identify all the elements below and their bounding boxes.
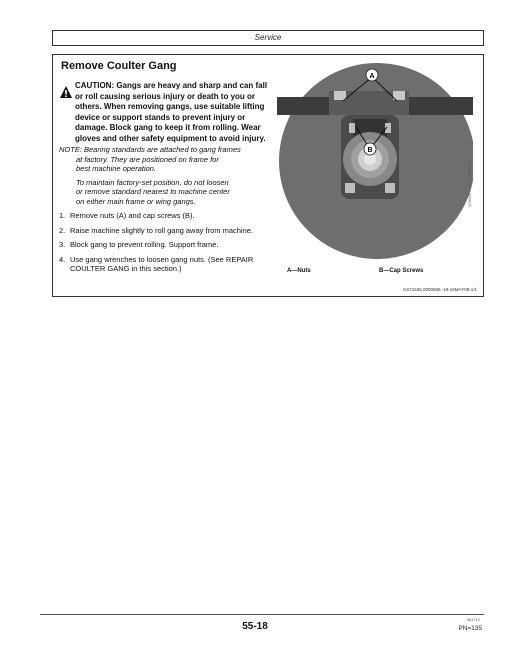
- step-item: [59, 255, 279, 274]
- procedure-steps: [59, 211, 279, 279]
- caution-text: CAUTION: Gangs are heavy and sharp and can fall or roll causing serious injury or death to you or others. When removing gangs, use suitable lifting device or support stands to prevent injury or damage. Block gang to keep it from rolling. Wear gloves and other safety equipment to avoid injury.: [75, 81, 268, 143]
- step-number: 3.: [59, 240, 66, 249]
- note-line: NOTE: Bearing standards are attached to gang frames: [59, 145, 241, 154]
- page-number: 55-18: [242, 621, 268, 632]
- callout-b-label: B: [367, 147, 373, 154]
- step-text: Remove nuts (A) and cap screws (B).: [70, 211, 195, 220]
- step-item: [59, 211, 279, 221]
- figure-code: N76836 —UN—18MAY07: [467, 160, 472, 207]
- step-item: [59, 226, 279, 236]
- note-line: at factory. They are positioned on frame for: [76, 154, 219, 164]
- legend-nuts: A—Nuts: [287, 268, 311, 274]
- note-line: best machine operation.: [76, 164, 157, 173]
- step-text: Block gang to prevent rolling. Support frame.: [70, 240, 219, 249]
- warning-triangle-icon: [59, 85, 73, 99]
- section-title: Remove Coulter Gang: [61, 60, 177, 72]
- step-number: 1.: [59, 211, 66, 220]
- page-header: [52, 30, 484, 46]
- note-line: on either main frame or wing gangs.: [76, 196, 196, 206]
- reference-code: KS71636,0000585 -19-15MAY08-1/1: [403, 287, 477, 292]
- step-text: Use gang wrenches to loosen gang nuts. (See REPAIR COULTER GANG in this section.): [70, 254, 254, 273]
- step-text: Raise machine slightly to roll gang away from machine.: [70, 225, 253, 235]
- note-block: [59, 145, 269, 206]
- coulter-gang-photo: [277, 61, 473, 271]
- header-title: Service: [254, 33, 282, 42]
- callout-a-label: A: [369, 73, 375, 80]
- note-line: To maintain factory-set position, do not loosen: [76, 177, 229, 187]
- footer-divider: [40, 614, 484, 615]
- pn-code: PN=135: [458, 625, 482, 632]
- content-box: [52, 54, 484, 297]
- step-item: [59, 240, 279, 250]
- footer-small-code: 061710: [466, 617, 480, 622]
- step-number: 4.: [59, 254, 66, 264]
- legend-cap-screws: B—Cap Screws: [379, 268, 424, 274]
- note-line: or remove standard nearest to machine center: [76, 187, 230, 196]
- step-number: 2.: [59, 225, 66, 235]
